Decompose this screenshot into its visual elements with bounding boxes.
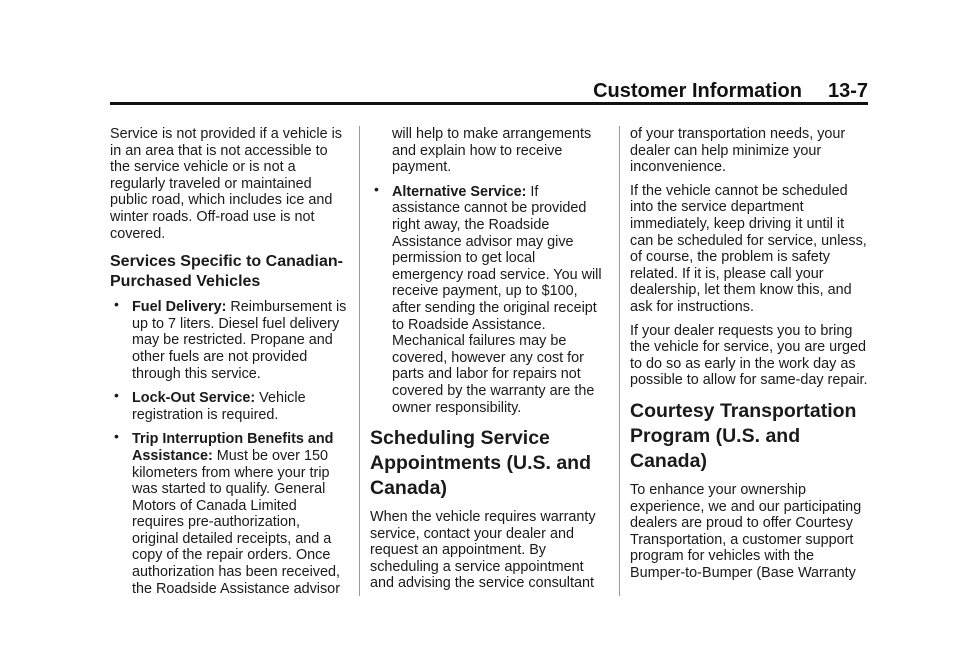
bullet-icon: •: [114, 296, 119, 313]
body-paragraph: If your dealer requests you to bring the vehicle for service, you are urged to do so as early in the work day as possible to allow for same-day repair.: [630, 322, 868, 389]
body-paragraph: To enhance your ownership experience, we and our participating dealers are proud to offer Courtesy Transportation, a customer support program for vehicles with the Bumper-to-Bumper (Base Warranty: [630, 481, 862, 581]
bullet-icon: •: [114, 387, 119, 404]
section-title: Customer Information: [593, 80, 802, 102]
list-item-continuation: [370, 126, 608, 176]
page-header: [110, 78, 868, 104]
column-2: [370, 126, 608, 599]
list-item: [370, 180, 608, 416]
item-label: Lock-Out Service:: [132, 390, 256, 407]
column-3: [630, 126, 868, 588]
page-number: 13-7: [827, 80, 868, 102]
bullet-icon: •: [114, 428, 119, 445]
section-heading: Courtesy Transportation Program (U.S. and Canada): [630, 399, 857, 472]
item-label: Trip Interruption Benefits and Assistance:: [132, 431, 334, 464]
list-item: [110, 387, 350, 423]
body-paragraph: of your transportation needs, your dealer can help minimize your inconvenience.: [630, 126, 846, 176]
bullet-icon: •: [374, 180, 379, 197]
item-label: Fuel Delivery:: [132, 299, 227, 316]
section-heading: Services Specific to Canadian-Purchased Vehicles: [110, 253, 343, 291]
list-item: [110, 296, 350, 382]
item-text: Must be over 150 kilometers from where your trip was started to qualify. General Motors of Canada Limited requires pre-authorization, original detailed receipts, and a copy of the repair orders. Once authorization has been received, the Roadside Assistance advisor: [132, 447, 341, 597]
item-text: If assistance cannot be provided right away, the Roadside Assistance advisor may give permission to get local emergency road service. You will receive payment, up to $100, after sending the original receipt to Roadside Assistance. Mechanical failures may be covered, however any cost for parts and labor for repairs not covered by the warranty are the owner responsibility.: [392, 183, 602, 416]
column-divider: [619, 126, 620, 596]
item-text: will help to make arrangements and explain how to receive payment.: [392, 126, 592, 176]
body-paragraph: If the vehicle cannot be scheduled into the service department immediately, keep driving it until it can be scheduled for service, unless, of course, the problem is safety related. If it is, please call your dealership, let them know this, and ask for instructions.: [630, 182, 867, 315]
section-heading: Scheduling Service Appointments (U.S. and Canada): [370, 427, 591, 500]
item-text: Vehicle registration is required.: [132, 390, 306, 423]
body-paragraph: When the vehicle requires warranty service, contact your dealer and request an appointment. By scheduling a service appointment and advising the service consultant: [370, 509, 596, 592]
item-text: Reimbursement is up to 7 liters. Diesel fuel delivery may be restricted. Propane and other fuels are not provided through this service.: [132, 299, 347, 382]
column-divider: [359, 126, 360, 596]
item-label: Alternative Service:: [392, 183, 527, 200]
column-1: [110, 126, 350, 605]
list-item: [110, 428, 350, 597]
intro-paragraph: Service is not provided if a vehicle is in an area that is not accessible to the service vehicle or is not a regularly traveled or maintained public road, which includes ice and winter roads. Off-road use is not covered.: [110, 126, 342, 242]
header-rule: [110, 102, 868, 105]
